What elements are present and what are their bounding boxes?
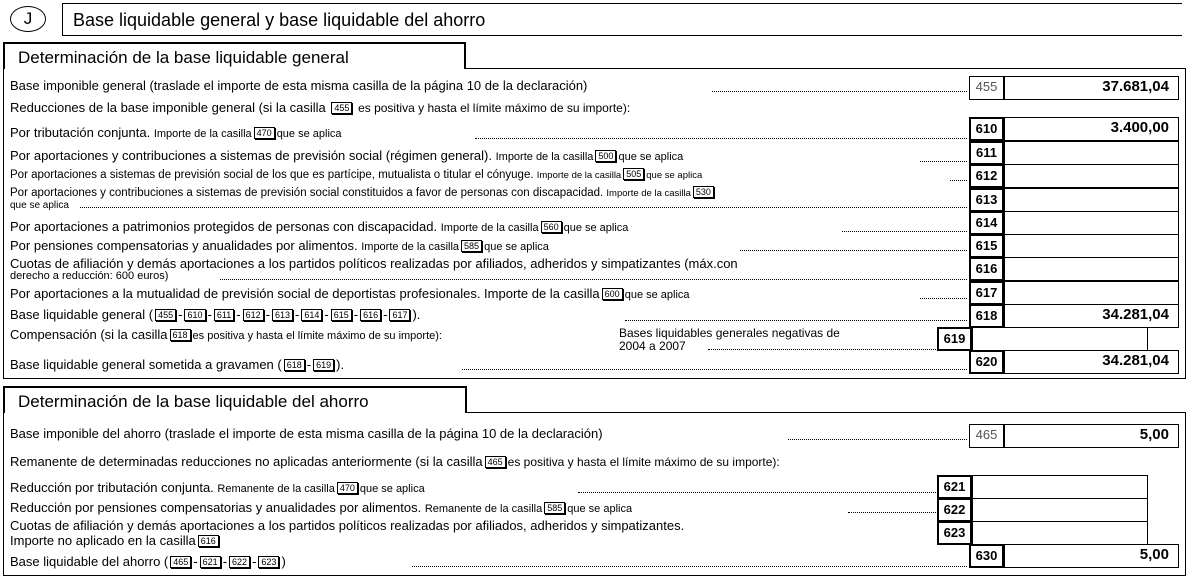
text: Importe de la casilla bbox=[606, 188, 691, 199]
text: Por aportaciones a sistemas de previsión social de los que es partícipe, mutualista o titular el cónyuge. bbox=[10, 169, 534, 181]
casilla-615: 615 bbox=[969, 234, 1004, 258]
ref: 614 bbox=[301, 309, 322, 321]
casilla-623: 623 bbox=[937, 521, 972, 545]
casilla-611: 611 bbox=[969, 141, 1004, 165]
text: ). bbox=[336, 357, 345, 372]
leader-dots bbox=[412, 566, 967, 567]
leader-dots bbox=[848, 512, 936, 513]
ref-600: 600 bbox=[602, 288, 623, 300]
text: Cuotas de afiliación y demás aportaciones a los partidos políticos realizadas por afiliados, adheridos y simpatizantes (máx.con bbox=[10, 256, 738, 271]
text: ) bbox=[281, 554, 286, 569]
text: Por aportaciones y contribuciones a sistemas de previsión social constituidos a favor de personas con discapacidad. bbox=[10, 187, 604, 199]
text: Cuotas de afiliación y demás aportaciones a los partidos políticos realizadas por afiliados, adheridos y simpatizantes. bbox=[10, 518, 685, 533]
amount-465[interactable]: 5,00 bbox=[1004, 424, 1179, 448]
text: Importe de la casilla bbox=[495, 151, 594, 163]
row-619-label bbox=[10, 327, 442, 344]
ref-530: 530 bbox=[693, 186, 714, 198]
ref-619: 619 bbox=[313, 359, 334, 371]
text: Importe de la casilla bbox=[440, 222, 539, 234]
remanente-label bbox=[10, 454, 780, 470]
amount-619[interactable] bbox=[972, 327, 1148, 351]
ref-616: 616 bbox=[198, 535, 219, 547]
text: que se aplica bbox=[359, 483, 425, 495]
amount-618[interactable]: 34.281,04 bbox=[1004, 304, 1179, 328]
text: es positiva y hasta el límite máximo de su importe): bbox=[192, 330, 442, 342]
ref: 622 bbox=[229, 556, 250, 568]
leader-dots bbox=[920, 298, 967, 299]
ref-470: 470 bbox=[254, 127, 275, 139]
ref: 615 bbox=[331, 309, 352, 321]
op: - bbox=[222, 554, 228, 569]
text: Base liquidable del ahorro ( bbox=[10, 554, 169, 569]
amount-622[interactable] bbox=[972, 498, 1148, 522]
row-610-label bbox=[10, 125, 342, 142]
ref: 611 bbox=[214, 309, 234, 321]
reducciones-text-b: es positiva y hasta el límite máximo de su importe): bbox=[358, 101, 631, 115]
amount-614[interactable] bbox=[1004, 211, 1179, 235]
text: es positiva y hasta el límite máximo de su importe): bbox=[507, 455, 780, 469]
text: Importe de la casilla bbox=[361, 241, 460, 253]
leader-dots bbox=[950, 180, 967, 181]
leader-dots bbox=[842, 231, 967, 232]
leader-dots bbox=[80, 207, 967, 208]
text: que se aplica bbox=[563, 222, 629, 234]
text: Por pensiones compensatorias y anualidades por alimentos. bbox=[10, 238, 358, 253]
amount-615[interactable] bbox=[1004, 234, 1179, 258]
op: - bbox=[353, 307, 359, 322]
amount-612[interactable] bbox=[1004, 164, 1179, 188]
ref: 617 bbox=[389, 309, 410, 321]
ref-455: 455 bbox=[331, 102, 352, 114]
amount-620[interactable]: 34.281,04 bbox=[1004, 350, 1179, 374]
reducciones-label bbox=[10, 100, 630, 116]
ref-618: 618 bbox=[170, 329, 191, 341]
casilla-614: 614 bbox=[969, 211, 1004, 235]
ref-585: 585 bbox=[461, 240, 482, 252]
text: 2004 a 2007 bbox=[619, 339, 686, 353]
row-617-label bbox=[10, 286, 690, 303]
amount-613[interactable] bbox=[1004, 188, 1179, 212]
amount-617[interactable] bbox=[1004, 281, 1179, 305]
ref-618: 618 bbox=[284, 359, 305, 371]
text: Base liquidable general sometida a gravamen ( bbox=[10, 357, 282, 372]
row-620-label bbox=[10, 357, 344, 372]
amount-621[interactable] bbox=[972, 475, 1148, 499]
leader-dots bbox=[578, 492, 936, 493]
casilla-455: 455 bbox=[969, 76, 1004, 100]
amount-630[interactable]: 5,00 bbox=[1004, 544, 1179, 568]
casilla-621: 621 bbox=[937, 475, 972, 499]
leader-dots bbox=[462, 369, 967, 370]
text: ). bbox=[412, 307, 421, 322]
ref: 465 bbox=[170, 556, 191, 568]
casilla-465: 465 bbox=[969, 424, 1004, 448]
text: Compensación (si la casilla bbox=[10, 327, 168, 342]
casilla-620: 620 bbox=[969, 350, 1004, 374]
leader-dots bbox=[220, 279, 967, 280]
ahorro-section-tab: Determinación de la base liquidable del ahorro bbox=[3, 386, 467, 413]
casilla-613: 613 bbox=[969, 188, 1004, 212]
text: que se aplica bbox=[567, 503, 633, 515]
base-imponible-general-label: Base imponible general (traslade el importe de esta misma casilla de la página 10 de la declaración) bbox=[10, 78, 588, 93]
ref: 621 bbox=[200, 556, 221, 568]
ref-465: 465 bbox=[485, 456, 506, 468]
text: Base liquidable general ( bbox=[10, 307, 154, 322]
row-611-label bbox=[10, 148, 683, 165]
casilla-619: 619 bbox=[937, 327, 972, 351]
casilla-616: 616 bbox=[969, 257, 1004, 281]
leader-dots bbox=[475, 138, 967, 139]
text: Remanente de la casilla bbox=[217, 483, 335, 495]
text: Por aportaciones a la mutualidad de previsión social de deportistas profesionales. Importe de la casilla bbox=[10, 286, 600, 301]
ref-470: 470 bbox=[337, 482, 358, 494]
casilla-617: 617 bbox=[969, 281, 1004, 305]
op: - bbox=[306, 357, 312, 372]
text: Por aportaciones a patrimonios protegidos de personas con discapacidad. bbox=[10, 219, 438, 234]
general-section-tab: Determinación de la base liquidable general bbox=[3, 42, 466, 69]
op: - bbox=[193, 554, 198, 569]
text: que se aplica bbox=[276, 128, 342, 140]
text: Remanente de la casilla bbox=[424, 503, 543, 515]
text: Reducción por tributación conjunta. bbox=[10, 480, 214, 495]
ref: 455 bbox=[155, 309, 176, 321]
reducciones-text-a: Reducciones de la base imponible general (si la casilla bbox=[10, 100, 326, 115]
leader-dots bbox=[788, 439, 967, 440]
casilla-612: 612 bbox=[969, 164, 1004, 188]
text: que se aplica bbox=[10, 200, 69, 211]
op: - bbox=[236, 307, 241, 322]
casilla-630: 630 bbox=[969, 544, 1004, 568]
row-623-label bbox=[10, 518, 684, 548]
leader-dots bbox=[740, 250, 967, 251]
ref: 623 bbox=[258, 556, 279, 568]
row-614-label bbox=[10, 219, 628, 236]
text: Remanente de determinadas reducciones no aplicadas anteriormente (si la casilla bbox=[10, 454, 483, 469]
row-613-label bbox=[10, 186, 716, 212]
row-615-label bbox=[10, 238, 549, 255]
leader-dots bbox=[625, 320, 967, 321]
amount-611[interactable] bbox=[1004, 141, 1179, 165]
section-letter: J bbox=[10, 6, 46, 32]
leader-dots bbox=[708, 349, 936, 350]
leader-dots bbox=[920, 161, 967, 162]
amount-610[interactable]: 3.400,00 bbox=[1004, 117, 1179, 141]
op: - bbox=[178, 307, 183, 322]
ref-500: 500 bbox=[595, 150, 616, 162]
text: derecho a reducción: 600 euros) bbox=[10, 270, 169, 282]
text: Por tributación conjunta. bbox=[10, 125, 151, 140]
amount-623[interactable] bbox=[972, 521, 1148, 545]
op: - bbox=[383, 307, 388, 322]
ref: 613 bbox=[272, 309, 293, 321]
ref: 616 bbox=[360, 309, 381, 321]
text: que se aplica bbox=[484, 241, 549, 253]
ref: 612 bbox=[243, 309, 264, 321]
text: Importe de la casilla bbox=[153, 128, 252, 140]
text: que se aplica bbox=[618, 151, 684, 163]
amount-616[interactable] bbox=[1004, 257, 1179, 281]
ref-505: 505 bbox=[623, 168, 644, 180]
text: Importe no aplicado en la casilla bbox=[10, 533, 196, 548]
op: - bbox=[265, 307, 270, 322]
row-622-label bbox=[10, 500, 632, 517]
op: - bbox=[324, 307, 329, 322]
row-618-label bbox=[10, 307, 420, 322]
op: - bbox=[252, 554, 257, 569]
casilla-610: 610 bbox=[969, 117, 1004, 141]
base-imponible-ahorro-label: Base imponible del ahorro (traslade el importe de esta misma casilla de la página 10 de la declaración) bbox=[10, 426, 603, 441]
amount-455[interactable]: 37.681,04 bbox=[1004, 76, 1179, 100]
ref-585: 585 bbox=[544, 502, 565, 514]
row-612-label bbox=[10, 168, 702, 183]
text: Importe de la casilla bbox=[536, 170, 622, 181]
op: - bbox=[207, 307, 212, 322]
casilla-618: 618 bbox=[969, 304, 1004, 328]
text: que se aplica bbox=[646, 170, 703, 181]
row-630-label bbox=[10, 554, 286, 569]
op: - bbox=[294, 307, 300, 322]
text: Bases liquidables generales negativas de bbox=[619, 326, 840, 340]
ref: 610 bbox=[184, 309, 205, 321]
casilla-622: 622 bbox=[937, 498, 972, 522]
text: Reducción por pensiones compensatorias y anualidades por alimentos. bbox=[10, 500, 422, 515]
ref-560: 560 bbox=[541, 221, 562, 233]
row-621-label bbox=[10, 480, 425, 497]
text: Por aportaciones y contribuciones a sistemas de previsión social (régimen general). bbox=[10, 148, 492, 163]
leader-dots bbox=[712, 91, 967, 92]
section-title: Base liquidable general y base liquidable del ahorro bbox=[62, 3, 1182, 36]
text: que se aplica bbox=[624, 289, 690, 301]
